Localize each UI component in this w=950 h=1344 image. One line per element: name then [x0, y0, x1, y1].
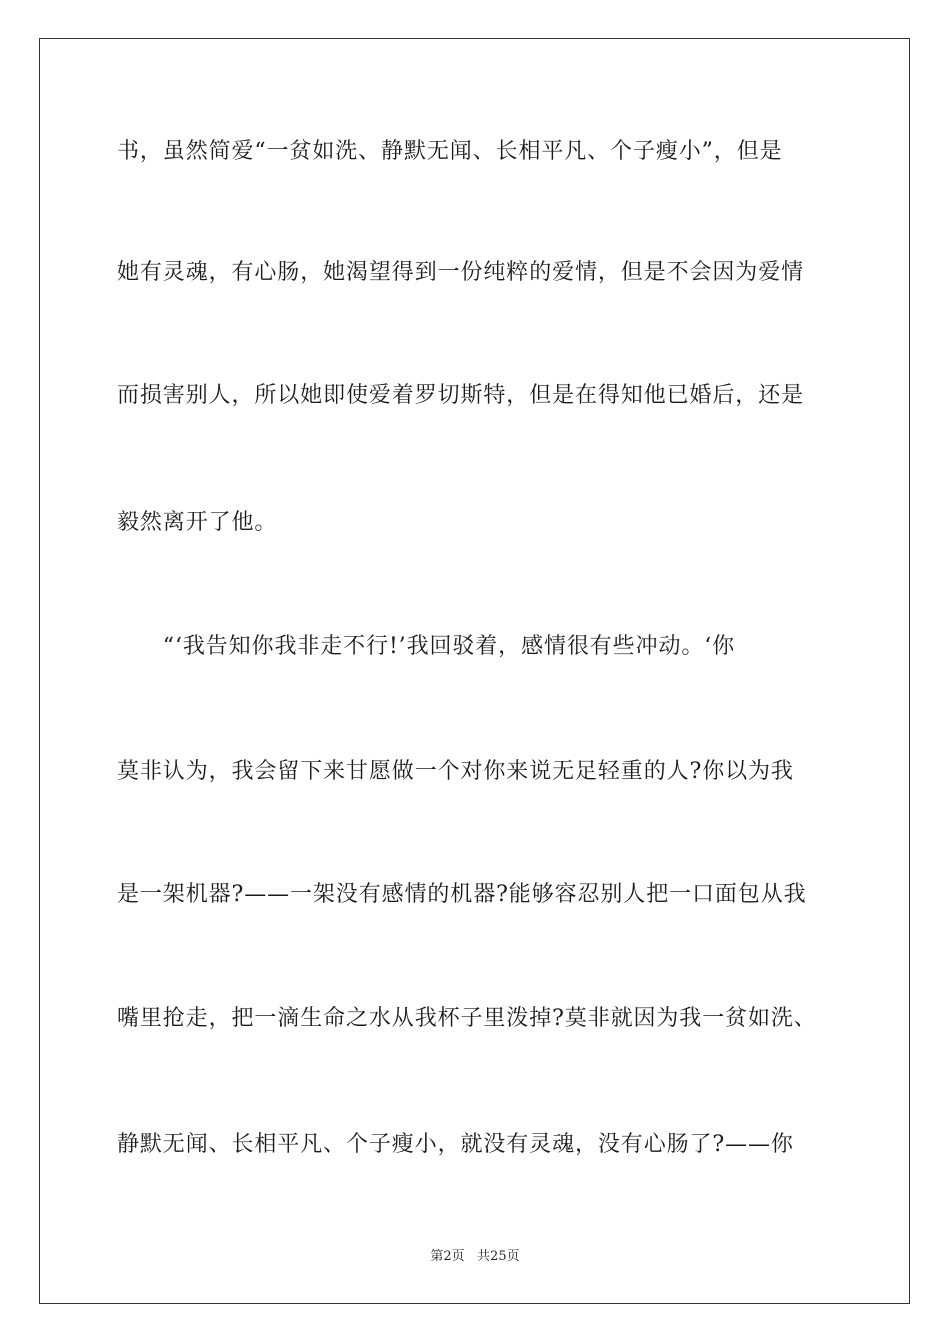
text-line: 书，虽然简爱“一贫如洗、静默无闻、长相平凡、个子瘦小”，但是	[117, 139, 783, 164]
page-border	[39, 38, 910, 1304]
text-line: 嘴里抢走，把一滴生命之水从我杯子里泼掉?莫非就因为我一贫如洗、	[117, 1006, 817, 1031]
text-line: 毅然离开了他。	[117, 510, 278, 535]
text-line: 静默无闻、长相平凡、个子瘦小，就没有灵魂，没有心肠了?——你	[117, 1132, 794, 1157]
text-line: 莫非认为，我会留下来甘愿做一个对你来说无足轻重的人?你以为我	[117, 759, 794, 784]
text-line: 而损害别人，所以她即使爱着罗切斯特，但是在得知他已婚后，还是	[117, 383, 805, 408]
text-line: “‘我告知你我非走不行!’我回驳着，感情很有些冲动。‘你	[117, 634, 736, 659]
text-line: 是一架机器?——一架没有感情的机器?能够容忍别人把一口面包从我	[117, 882, 807, 907]
page-number-footer: 第2页 共25页	[430, 1249, 520, 1264]
text-line: 她有灵魂，有心肠，她渴望得到一份纯粹的爱情，但是不会因为爱情	[117, 260, 805, 285]
